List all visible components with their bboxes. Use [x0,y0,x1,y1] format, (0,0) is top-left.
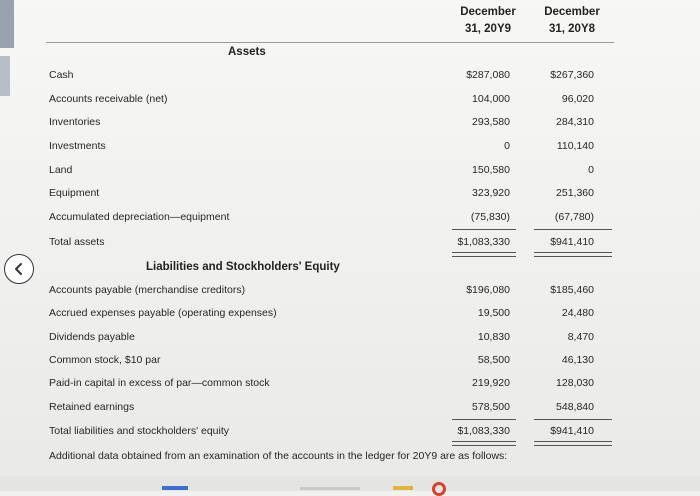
table-row [0,69,700,89]
additional-data-note: Additional data obtained from an examination of the accounts in the ledger for 20Y9 are as follows: [49,450,508,462]
value-20y8: 24,480 [561,307,594,319]
chevron-left-icon [12,262,26,276]
total-double-rule [452,252,516,257]
row-label: Land [49,164,73,176]
table-row [0,211,700,231]
row-label: Dividends payable [49,331,135,343]
row-label: Total liabilities and stockholders' equity [49,425,230,437]
row-label: Paid-in capital in excess of par—common stock [49,377,270,389]
value-20y8: 548,840 [556,401,594,413]
value-20y8: 0 [588,164,594,176]
value-20y8: $267,360 [550,69,594,81]
value-20y9: 219,920 [472,377,510,389]
value-20y8: 110,140 [556,140,594,152]
back-button[interactable] [4,254,34,284]
value-20y8: 284,310 [556,116,594,128]
value-20y9: 293,580 [472,116,510,128]
row-label: Accounts payable (merchandise creditors) [49,284,246,296]
row-label: Inventories [49,116,101,128]
column-header-20y9 [448,4,528,38]
table-row [0,140,700,160]
row-label: Investments [49,140,106,152]
table-row [0,164,700,184]
value-20y8: $941,410 [550,425,594,437]
blue-tab-indicator[interactable] [162,486,188,490]
column-header-20y8 [532,4,612,38]
table-row [0,307,700,327]
value-20y9: 10,830 [477,331,510,343]
value-20y9: 323,920 [472,187,510,199]
value-20y8: 8,470 [567,331,594,343]
row-label: Accrued expenses payable (operating expenses) [49,307,277,319]
row-label: Accounts receivable (net) [49,93,168,105]
subtotal-rule [534,419,612,420]
value-20y8: $941,410 [550,236,594,248]
value-20y9: 19,500 [477,307,510,319]
row-label: Total assets [49,236,105,248]
subtotal-rule [452,229,516,230]
row-label: Retained earnings [49,401,135,413]
column-header-line: December [460,6,516,18]
table-row [0,401,700,421]
row-label: Cash [49,69,74,81]
table-row [0,284,700,304]
value-20y8: 128,030 [556,377,594,389]
subtotal-rule [452,419,516,420]
value-20y9: $196,080 [466,284,510,296]
value-20y9: 104,000 [472,93,510,105]
value-20y8: (67,780) [554,211,594,223]
column-header-line: 31, 20Y9 [464,23,512,35]
value-20y9: $287,080 [466,69,510,81]
value-20y9: 578,500 [472,401,510,413]
total-double-rule [534,441,612,446]
total-double-rule [452,441,516,446]
value-20y9: $1,083,330 [457,236,510,248]
value-20y9: (75,830) [470,211,510,223]
assets-heading: Assets [228,46,266,58]
total-double-rule [534,252,612,257]
value-20y9: 58,500 [477,354,510,366]
value-20y8: 96,020 [561,93,594,105]
column-header-line: 31, 20Y8 [548,23,596,35]
left-edge-bar [0,0,14,48]
table-row [0,116,700,136]
value-20y9: $1,083,330 [457,425,510,437]
value-20y8: 46,130 [561,354,594,366]
table-row [0,93,700,113]
header-rule [46,42,614,43]
value-20y9: 150,580 [472,164,510,176]
value-20y9: 0 [504,140,510,152]
table-row [0,331,700,351]
subtotal-rule [534,229,612,230]
table-row [0,354,700,374]
table-row [0,377,700,397]
row-label: Accumulated depreciation—equipment [49,211,230,223]
yellow-tab-indicator[interactable] [393,486,413,490]
value-20y8: 251,360 [556,187,594,199]
row-label: Equipment [49,187,100,199]
gray-tab-indicator[interactable] [300,487,360,490]
column-header-line: December [544,6,600,18]
red-circle-icon[interactable] [432,482,446,496]
value-20y8: $185,460 [550,284,594,296]
row-label: Common stock, $10 par [49,354,161,366]
table-row [0,187,700,207]
liabilities-heading: Liabilities and Stockholders' Equity [146,261,340,273]
